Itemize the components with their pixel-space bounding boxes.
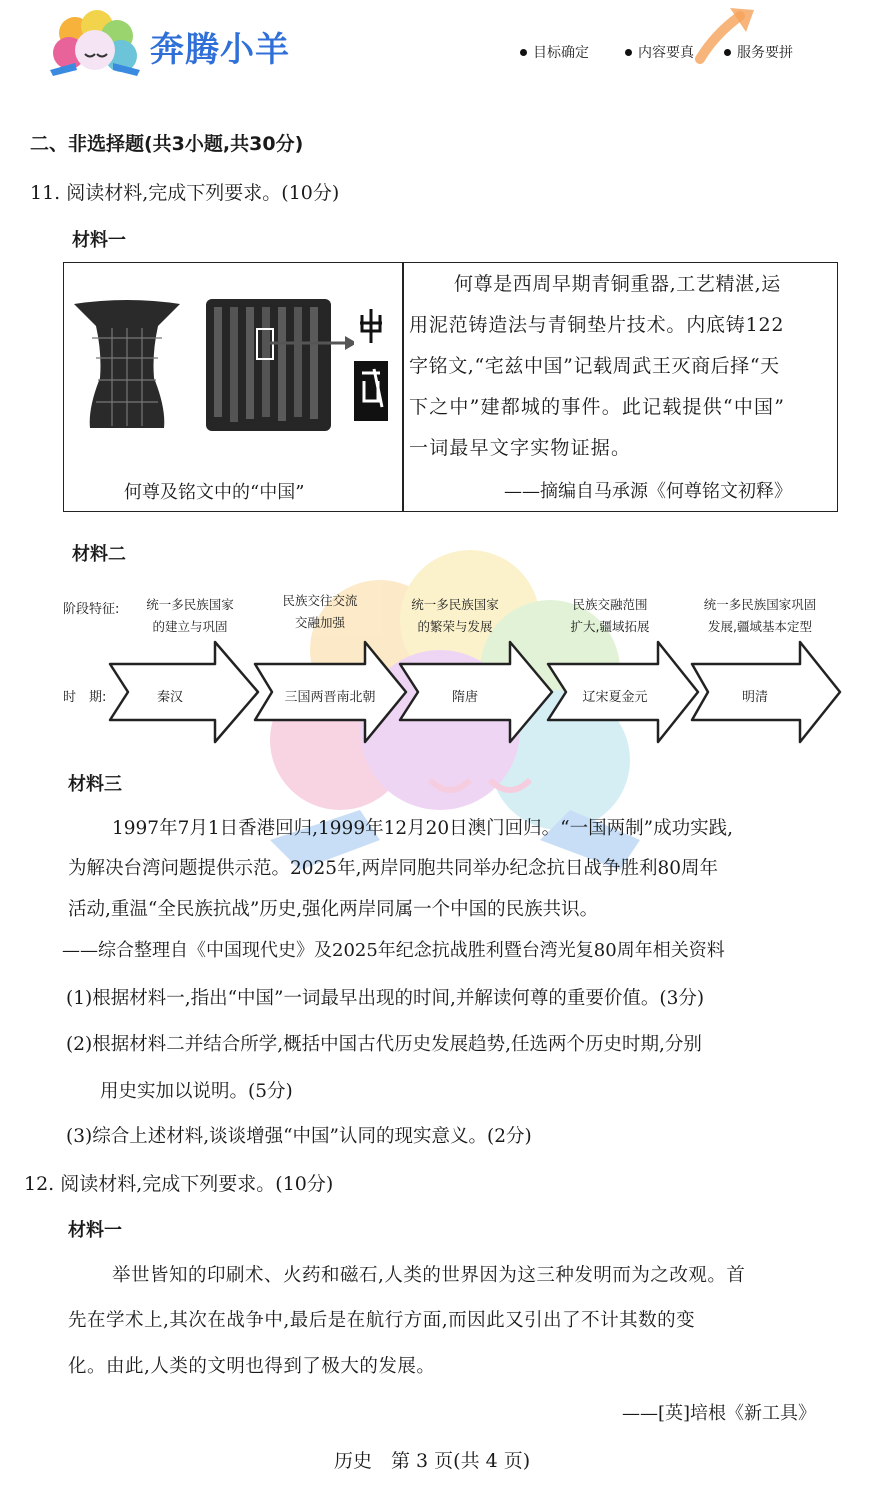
- q11-material-1-label: 材料一: [72, 230, 126, 251]
- q11-material-1-box: [63, 262, 838, 512]
- bullet-icon: [625, 49, 632, 56]
- stage-line: 的建立与巩固: [152, 619, 228, 634]
- stage-line: 发展,疆域基本定型: [708, 619, 812, 634]
- artifact-caption: 何尊及铭文中的“中国”: [124, 482, 305, 503]
- stage-line: 扩大,疆域拓展: [570, 619, 650, 634]
- question-11-2-cont: 用史实加以说明。(5分): [100, 1081, 293, 1102]
- stage-feature-1: [125, 594, 255, 638]
- nav-label: 目标确定: [533, 45, 589, 61]
- stage-line: 民族交往交流: [282, 593, 358, 608]
- period-label: 时 期:: [63, 690, 107, 705]
- stage-feature-5: [690, 594, 830, 638]
- stage-feature-label: 阶段特征:: [63, 602, 120, 617]
- brand-logo-icon: [45, 8, 145, 88]
- stage-feature-3: [390, 594, 520, 638]
- q12-material-1-label: 材料一: [68, 1220, 122, 1241]
- period-2: 三国两晋南北朝: [284, 690, 376, 705]
- m1-text-line: 用泥范铸造法与青铜垫片技术。内底铸122: [409, 314, 785, 336]
- nav-label: 服务要拼: [737, 45, 793, 61]
- box-divider: [402, 263, 404, 511]
- m1-text-line: 何尊是西周早期青铜重器,工艺精湛,运: [454, 273, 781, 295]
- m3-text-line: 为解决台湾问题提供示范。2025年,两岸同胞共同举办纪念抗日战争胜利80周年: [68, 858, 719, 879]
- stage-line: 民族交融范围: [572, 597, 648, 612]
- bullet-icon: [520, 49, 527, 56]
- q11-material-2-label: 材料二: [72, 544, 126, 565]
- stage-feature-2: [255, 590, 385, 634]
- m1-text-line: 字铭文,“宅兹中国”记载周武王灭商后择“天: [409, 355, 780, 377]
- page-footer: 历史 第 3 页(共 4 页): [334, 1450, 531, 1472]
- nav-item-content[interactable]: [625, 42, 694, 62]
- q12-text-line: 举世皆知的印刷术、火药和磁石,人类的世界因为这三种发明而为之改观。首: [112, 1265, 746, 1286]
- q12-text-line: 先在学术上,其次在战争中,最后是在航行方面,而因此又引出了不计其数的变: [68, 1310, 696, 1331]
- zhongguo-glyph-image: [354, 303, 388, 421]
- period-3: 隋唐: [451, 690, 478, 705]
- period-4: 辽宋夏金元: [582, 690, 648, 705]
- nav-item-goal[interactable]: [520, 42, 589, 62]
- m3-text-line: 活动,重温“全民族抗战”历史,强化两岸同属一个中国的民族共识。: [68, 899, 599, 920]
- m3-source: ——综合整理自《中国现代史》及2025年纪念抗战胜利暨台湾光复80周年相关资料: [62, 940, 725, 961]
- stage-line: 统一多民族国家巩固: [703, 597, 817, 612]
- stage-line: 统一多民族国家: [411, 597, 499, 612]
- section-title: 二、非选择题(共3小题,共30分): [30, 133, 304, 155]
- m1-text-line: 下之中”建都城的事件。此记载提供“中国”: [409, 396, 786, 418]
- stage-line: 的繁荣与发展: [417, 619, 493, 634]
- pointer-arrow-icon: [269, 333, 359, 353]
- arrow-decoration-icon: [690, 4, 760, 64]
- brand-name: 奔腾小羊: [150, 30, 290, 70]
- m1-text-line: 一词最早文字实物证据。: [409, 437, 632, 459]
- stage-feature-4: [545, 594, 675, 638]
- q11-material-3-label: 材料三: [68, 774, 122, 795]
- q12-source: ——[英]培根《新工具》: [622, 1403, 817, 1424]
- question-11-3: (3)综合上述材料,谈谈增强“中国”认同的现实意义。(2分): [66, 1126, 532, 1147]
- question-11-1: (1)根据材料一,指出“中国”一词最早出现的时间,并解读何尊的重要价值。(3分): [66, 988, 705, 1009]
- stage-line: 交融加强: [294, 615, 345, 630]
- period-5: 明清: [741, 690, 768, 705]
- he-zun-vessel-image: [72, 298, 182, 433]
- question-12-stem: 12. 阅读材料,完成下列要求。(10分): [24, 1173, 334, 1195]
- q12-text-line: 化。由此,人类的文明也得到了极大的发展。: [68, 1356, 436, 1377]
- question-11-stem: 11. 阅读材料,完成下列要求。(10分): [30, 182, 340, 204]
- period-1: 秦汉: [156, 690, 183, 705]
- nav-label: 内容要真: [638, 45, 694, 61]
- question-11-2: (2)根据材料二并结合所学,概括中国古代历史发展趋势,任选两个历史时期,分别: [66, 1034, 702, 1055]
- inscription-rubbing-image: [206, 299, 331, 431]
- stage-line: 统一多民族国家: [146, 597, 234, 612]
- m3-text-line: 1997年7月1日香港回归,1999年12月20日澳门回归。“一国两制”成功实践,: [112, 818, 733, 839]
- m1-source: ——摘编自马承源《何尊铭文初释》: [504, 481, 792, 502]
